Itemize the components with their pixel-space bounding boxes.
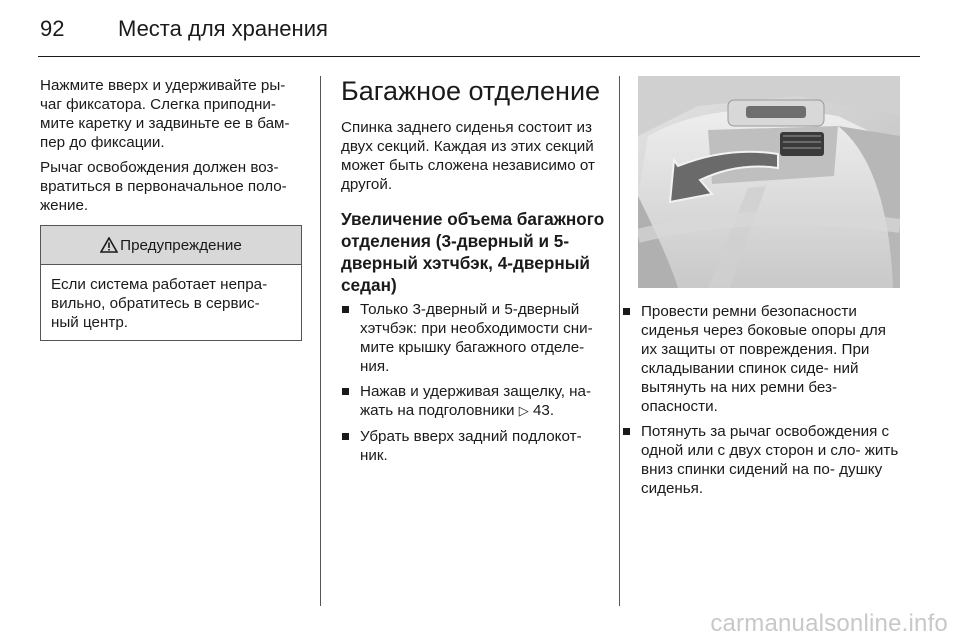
subheading: Увеличение объема багажного отделения (3-дверный и 5-дверный хэтчбэк, 4-дверный седан) [341,209,605,295]
warning-text: Если система работает непра- вильно, обратитесь в сервис- ный центр. [51,276,268,331]
intro-paragraph: Спинка заднего сиденья состоит из двух секций. Каждая из этих секций может быть сложена независимо от другой. [341,119,595,193]
list-item: Убрать вверх задний подлокот- ник. [341,427,605,465]
warning-triangle-icon [100,237,118,253]
bullet-list [341,300,605,465]
seat-release-illustration [638,76,900,288]
square-bullet-icon [623,428,630,435]
column-divider [320,76,321,606]
list-item: Провести ремни безопасности сиденья через боковые опоры для их защиты от повреждения. При складывании спинок сиде- ний вытянуть на них ремни без- опасности. [622,302,902,416]
page-reference-link[interactable]: 43. [532,402,555,419]
list-item: Нажав и удерживая защелку, на- жать на подголовники ▷ 43. [341,382,605,421]
square-bullet-icon [342,388,349,395]
list-item: Только 3-дверный и 5-дверный хэтчбэк: при необходимости сни- мите крышку багажного отделе- ния. [341,300,605,376]
column-divider [619,76,620,606]
column-right [622,76,902,504]
bullet-list [622,302,902,498]
square-bullet-icon [342,306,349,313]
paragraph: Нажмите вверх и удерживайте ры- чаг фиксатора. Слегка приподни- мите каретку и задвиньте ее в бам- пер до фиксации. [40,77,290,151]
warning-box [40,225,302,341]
section-title: Места для хранения [118,16,328,41]
page-header [38,16,920,57]
list-item: Потянуть за рычаг освобождения с одной или с двух сторон и сло- жить вниз спинки сидений на по- душку сиденья. [622,422,902,498]
watermark: carmanualsonline.info [710,610,948,637]
square-bullet-icon [623,308,630,315]
square-bullet-icon [342,433,349,440]
column-left [40,76,302,341]
page-number: 92 [40,16,65,41]
arrow-ref-icon: ▷ [518,404,529,419]
warning-title: Предупреждение [120,236,242,254]
warning-body [41,265,301,340]
warning-header [41,226,301,265]
paragraph: Рычаг освобождения должен воз- вратиться в первоначальное поло- жение. [40,159,287,214]
heading-luggage: Багажное отделение [341,76,601,106]
column-middle [341,76,605,471]
